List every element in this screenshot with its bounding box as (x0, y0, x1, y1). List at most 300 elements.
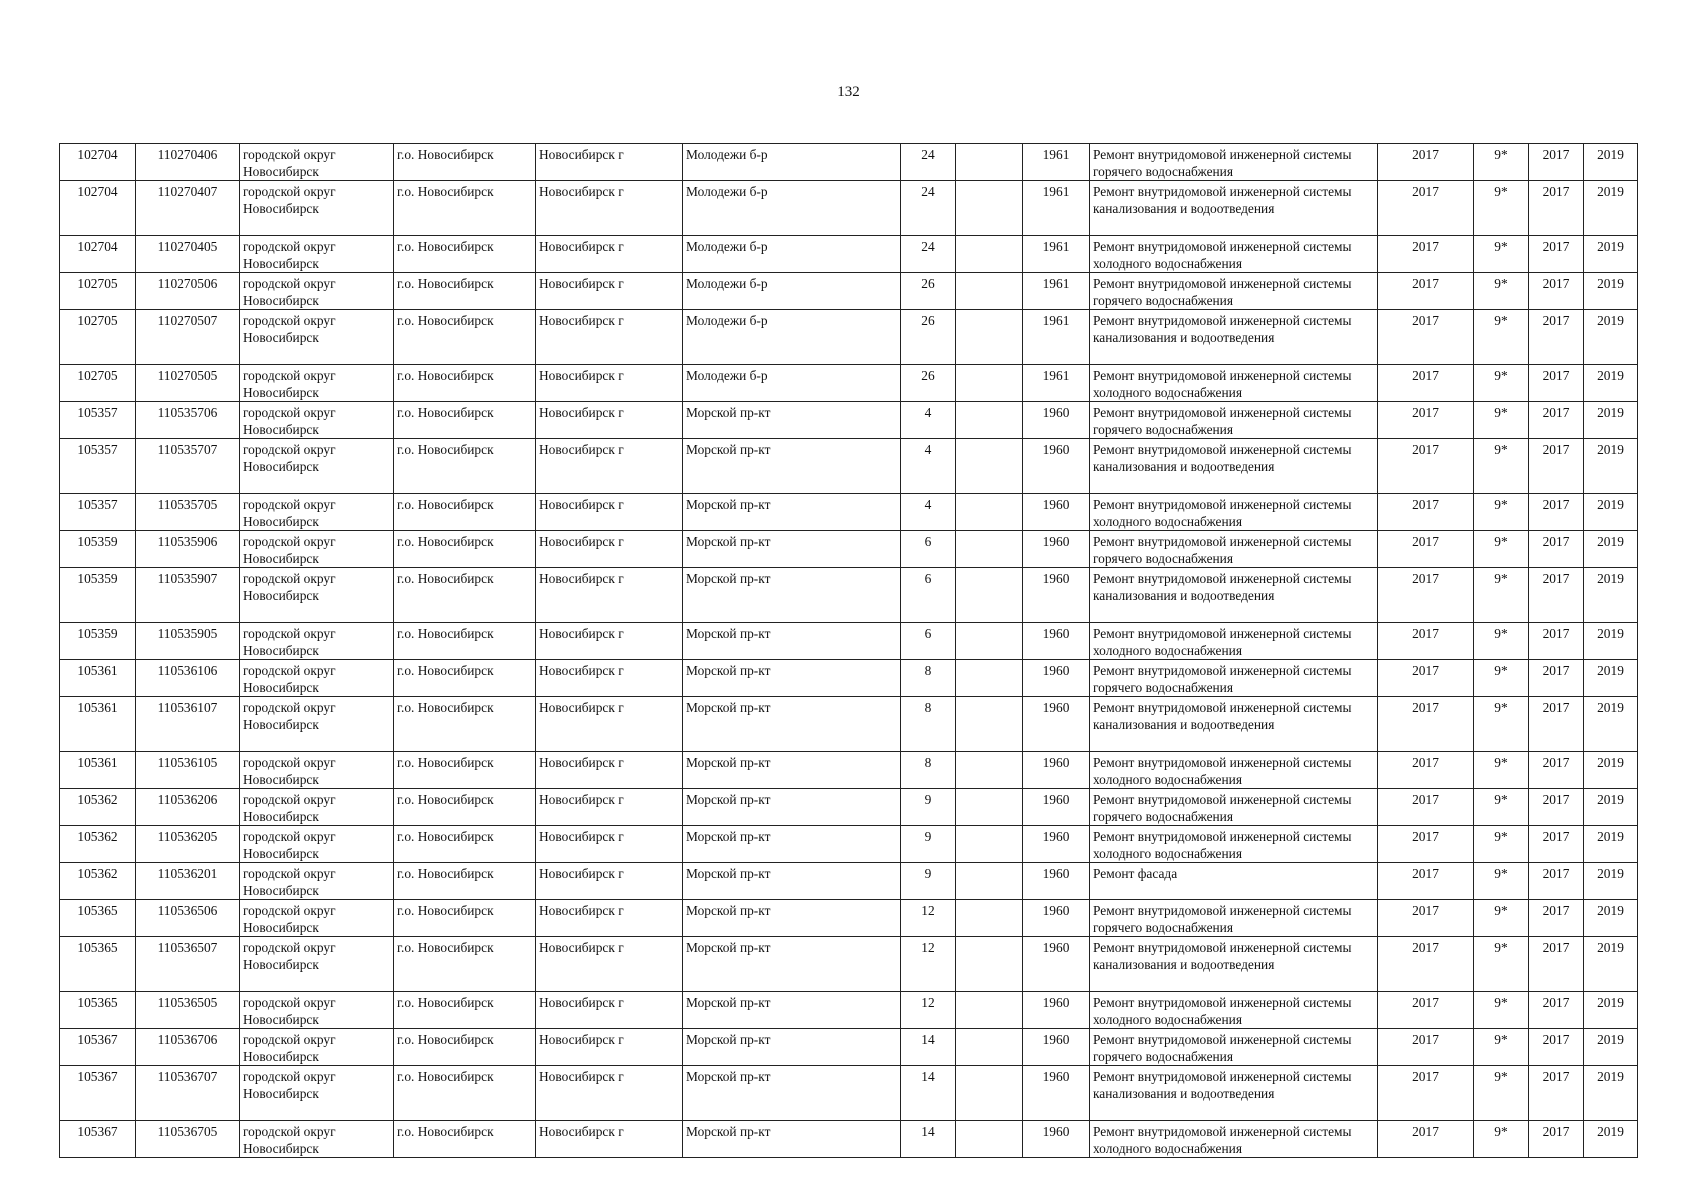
cell-district: г.о. Новосибирск (394, 623, 536, 660)
cell-work-type: Ремонт внутридомовой инженерной системы горячего водоснабжения (1090, 531, 1378, 568)
cell-floors: 9* (1474, 937, 1529, 992)
table-row (60, 273, 1638, 310)
cell-house-number: 8 (901, 660, 956, 697)
cell-house-number: 12 (901, 992, 956, 1029)
cell-floors: 9* (1474, 439, 1529, 494)
cell-house-id: 105362 (60, 789, 136, 826)
table-row (60, 660, 1638, 697)
cell-municipality: городской округ Новосибирск (240, 863, 394, 900)
cell-city: Новосибирск г (536, 365, 683, 402)
cell-district: г.о. Новосибирск (394, 531, 536, 568)
cell-start-year: 2017 (1529, 752, 1584, 789)
cell-street: Молодежи б-р (683, 273, 901, 310)
cell-build-year: 1960 (1023, 1066, 1090, 1121)
table-row (60, 863, 1638, 900)
cell-end-year: 2019 (1584, 992, 1638, 1029)
cell-work-type: Ремонт внутридомовой инженерной системы канализования и водоотведения (1090, 697, 1378, 752)
cell-start-year: 2017 (1529, 623, 1584, 660)
cell-district: г.о. Новосибирск (394, 697, 536, 752)
cell-plan-year: 2017 (1378, 144, 1474, 181)
cell-house-id: 105362 (60, 826, 136, 863)
cell-build-year: 1961 (1023, 181, 1090, 236)
cell-work-type: Ремонт внутридомовой инженерной системы холодного водоснабжения (1090, 992, 1378, 1029)
cell-floors: 9* (1474, 144, 1529, 181)
cell-end-year: 2019 (1584, 181, 1638, 236)
cell-plan-year: 2017 (1378, 623, 1474, 660)
cell-house-id: 102705 (60, 310, 136, 365)
cell-work-type: Ремонт внутридомовой инженерной системы холодного водоснабжения (1090, 1121, 1378, 1158)
table-row (60, 752, 1638, 789)
cell-district: г.о. Новосибирск (394, 1121, 536, 1158)
cell-street: Морской пр-кт (683, 439, 901, 494)
cell-house-id: 105357 (60, 439, 136, 494)
cell-street: Морской пр-кт (683, 1066, 901, 1121)
cell-end-year: 2019 (1584, 273, 1638, 310)
cell-house-id: 102704 (60, 181, 136, 236)
cell-district: г.о. Новосибирск (394, 789, 536, 826)
cell-city: Новосибирск г (536, 144, 683, 181)
cell-floors: 9* (1474, 365, 1529, 402)
cell-work-code: 110536705 (136, 1121, 240, 1158)
cell-end-year: 2019 (1584, 568, 1638, 623)
cell-city: Новосибирск г (536, 623, 683, 660)
cell-street: Молодежи б-р (683, 144, 901, 181)
cell-work-type: Ремонт внутридомовой инженерной системы горячего водоснабжения (1090, 1029, 1378, 1066)
table-row (60, 937, 1638, 992)
cell-house-id: 105362 (60, 863, 136, 900)
cell-house-id: 102704 (60, 144, 136, 181)
cell-build-year: 1961 (1023, 273, 1090, 310)
cell-work-type: Ремонт внутридомовой инженерной системы горячего водоснабжения (1090, 273, 1378, 310)
cell-end-year: 2019 (1584, 789, 1638, 826)
cell-house-id: 105359 (60, 623, 136, 660)
cell-end-year: 2019 (1584, 660, 1638, 697)
cell-city: Новосибирск г (536, 789, 683, 826)
cell-municipality: городской округ Новосибирск (240, 660, 394, 697)
cell-work-type: Ремонт внутридомовой инженерной системы горячего водоснабжения (1090, 402, 1378, 439)
cell-building (956, 937, 1023, 992)
cell-house-number: 9 (901, 826, 956, 863)
cell-building (956, 181, 1023, 236)
cell-house-id: 105361 (60, 697, 136, 752)
cell-start-year: 2017 (1529, 697, 1584, 752)
cell-house-id: 105361 (60, 752, 136, 789)
cell-work-type: Ремонт внутридомовой инженерной системы холодного водоснабжения (1090, 752, 1378, 789)
cell-plan-year: 2017 (1378, 236, 1474, 273)
cell-district: г.о. Новосибирск (394, 992, 536, 1029)
cell-end-year: 2019 (1584, 863, 1638, 900)
cell-plan-year: 2017 (1378, 1121, 1474, 1158)
cell-municipality: городской округ Новосибирск (240, 402, 394, 439)
cell-building (956, 900, 1023, 937)
cell-house-id: 105361 (60, 660, 136, 697)
cell-build-year: 1960 (1023, 623, 1090, 660)
cell-house-number: 6 (901, 531, 956, 568)
cell-work-type: Ремонт фасада (1090, 863, 1378, 900)
cell-plan-year: 2017 (1378, 494, 1474, 531)
cell-work-code: 110270407 (136, 181, 240, 236)
cell-plan-year: 2017 (1378, 181, 1474, 236)
cell-build-year: 1961 (1023, 144, 1090, 181)
cell-district: г.о. Новосибирск (394, 1029, 536, 1066)
cell-city: Новосибирск г (536, 697, 683, 752)
cell-house-number: 24 (901, 181, 956, 236)
cell-municipality: городской округ Новосибирск (240, 1066, 394, 1121)
cell-work-type: Ремонт внутридомовой инженерной системы горячего водоснабжения (1090, 144, 1378, 181)
cell-work-code: 110536205 (136, 826, 240, 863)
cell-city: Новосибирск г (536, 236, 683, 273)
table-row (60, 697, 1638, 752)
cell-work-code: 110270405 (136, 236, 240, 273)
cell-work-code: 110535905 (136, 623, 240, 660)
cell-street: Морской пр-кт (683, 531, 901, 568)
cell-street: Морской пр-кт (683, 494, 901, 531)
cell-floors: 9* (1474, 992, 1529, 1029)
cell-district: г.о. Новосибирск (394, 439, 536, 494)
cell-work-code: 110535907 (136, 568, 240, 623)
cell-house-number: 12 (901, 937, 956, 992)
cell-start-year: 2017 (1529, 365, 1584, 402)
cell-city: Новосибирск г (536, 531, 683, 568)
cell-city: Новосибирск г (536, 1066, 683, 1121)
cell-work-code: 110536201 (136, 863, 240, 900)
cell-end-year: 2019 (1584, 402, 1638, 439)
cell-street: Морской пр-кт (683, 937, 901, 992)
cell-build-year: 1960 (1023, 752, 1090, 789)
cell-plan-year: 2017 (1378, 439, 1474, 494)
cell-building (956, 789, 1023, 826)
cell-city: Новосибирск г (536, 937, 683, 992)
cell-district: г.о. Новосибирск (394, 494, 536, 531)
cell-city: Новосибирск г (536, 494, 683, 531)
cell-floors: 9* (1474, 900, 1529, 937)
cell-start-year: 2017 (1529, 1066, 1584, 1121)
cell-street: Морской пр-кт (683, 789, 901, 826)
cell-build-year: 1960 (1023, 660, 1090, 697)
cell-city: Новосибирск г (536, 826, 683, 863)
cell-work-code: 110536106 (136, 660, 240, 697)
cell-city: Новосибирск г (536, 310, 683, 365)
cell-start-year: 2017 (1529, 402, 1584, 439)
cell-floors: 9* (1474, 863, 1529, 900)
cell-floors: 9* (1474, 236, 1529, 273)
table-row (60, 1066, 1638, 1121)
cell-house-id: 102705 (60, 273, 136, 310)
cell-floors: 9* (1474, 402, 1529, 439)
repair-register-table (59, 143, 1638, 1158)
cell-start-year: 2017 (1529, 660, 1584, 697)
cell-end-year: 2019 (1584, 1121, 1638, 1158)
cell-municipality: городской округ Новосибирск (240, 236, 394, 273)
table-row (60, 900, 1638, 937)
cell-house-id: 105365 (60, 992, 136, 1029)
cell-municipality: городской округ Новосибирск (240, 273, 394, 310)
cell-street: Морской пр-кт (683, 697, 901, 752)
cell-municipality: городской округ Новосибирск (240, 144, 394, 181)
table-row (60, 310, 1638, 365)
cell-house-number: 6 (901, 568, 956, 623)
cell-city: Новосибирск г (536, 1029, 683, 1066)
cell-city: Новосибирск г (536, 752, 683, 789)
cell-building (956, 273, 1023, 310)
cell-end-year: 2019 (1584, 623, 1638, 660)
cell-municipality: городской округ Новосибирск (240, 439, 394, 494)
cell-house-number: 4 (901, 494, 956, 531)
cell-street: Морской пр-кт (683, 992, 901, 1029)
cell-plan-year: 2017 (1378, 826, 1474, 863)
cell-start-year: 2017 (1529, 1029, 1584, 1066)
cell-house-number: 24 (901, 144, 956, 181)
cell-house-number: 6 (901, 623, 956, 660)
cell-work-type: Ремонт внутридомовой инженерной системы холодного водоснабжения (1090, 365, 1378, 402)
cell-end-year: 2019 (1584, 144, 1638, 181)
cell-house-id: 105357 (60, 402, 136, 439)
cell-plan-year: 2017 (1378, 310, 1474, 365)
cell-end-year: 2019 (1584, 937, 1638, 992)
cell-house-id: 105357 (60, 494, 136, 531)
cell-floors: 9* (1474, 660, 1529, 697)
cell-building (956, 439, 1023, 494)
cell-municipality: городской округ Новосибирск (240, 310, 394, 365)
cell-start-year: 2017 (1529, 937, 1584, 992)
cell-floors: 9* (1474, 568, 1529, 623)
cell-municipality: городской округ Новосибирск (240, 697, 394, 752)
cell-street: Морской пр-кт (683, 826, 901, 863)
cell-start-year: 2017 (1529, 789, 1584, 826)
cell-work-code: 110536206 (136, 789, 240, 826)
cell-district: г.о. Новосибирск (394, 144, 536, 181)
cell-municipality: городской округ Новосибирск (240, 752, 394, 789)
cell-building (956, 402, 1023, 439)
cell-work-code: 110270505 (136, 365, 240, 402)
cell-end-year: 2019 (1584, 439, 1638, 494)
cell-floors: 9* (1474, 697, 1529, 752)
cell-house-number: 4 (901, 439, 956, 494)
cell-start-year: 2017 (1529, 900, 1584, 937)
cell-build-year: 1960 (1023, 439, 1090, 494)
cell-end-year: 2019 (1584, 310, 1638, 365)
cell-building (956, 992, 1023, 1029)
cell-municipality: городской округ Новосибирск (240, 826, 394, 863)
cell-floors: 9* (1474, 494, 1529, 531)
cell-building (956, 826, 1023, 863)
cell-start-year: 2017 (1529, 1121, 1584, 1158)
cell-plan-year: 2017 (1378, 789, 1474, 826)
cell-city: Новосибирск г (536, 660, 683, 697)
cell-work-type: Ремонт внутридомовой инженерной системы канализования и водоотведения (1090, 1066, 1378, 1121)
table-body (60, 144, 1638, 1158)
cell-municipality: городской округ Новосибирск (240, 937, 394, 992)
cell-street: Морской пр-кт (683, 402, 901, 439)
cell-work-code: 110536707 (136, 1066, 240, 1121)
cell-municipality: городской округ Новосибирск (240, 568, 394, 623)
cell-floors: 9* (1474, 1066, 1529, 1121)
cell-building (956, 1066, 1023, 1121)
table-row (60, 181, 1638, 236)
cell-work-type: Ремонт внутридомовой инженерной системы канализования и водоотведения (1090, 568, 1378, 623)
cell-work-type: Ремонт внутридомовой инженерной системы холодного водоснабжения (1090, 826, 1378, 863)
cell-district: г.о. Новосибирск (394, 365, 536, 402)
cell-city: Новосибирск г (536, 181, 683, 236)
cell-district: г.о. Новосибирск (394, 236, 536, 273)
cell-plan-year: 2017 (1378, 1066, 1474, 1121)
cell-plan-year: 2017 (1378, 660, 1474, 697)
cell-street: Морской пр-кт (683, 623, 901, 660)
cell-street: Морской пр-кт (683, 568, 901, 623)
cell-city: Новосибирск г (536, 863, 683, 900)
cell-end-year: 2019 (1584, 1066, 1638, 1121)
cell-work-type: Ремонт внутридомовой инженерной системы горячего водоснабжения (1090, 900, 1378, 937)
cell-plan-year: 2017 (1378, 402, 1474, 439)
cell-start-year: 2017 (1529, 181, 1584, 236)
cell-municipality: городской округ Новосибирск (240, 181, 394, 236)
table-row (60, 568, 1638, 623)
cell-build-year: 1960 (1023, 789, 1090, 826)
cell-floors: 9* (1474, 826, 1529, 863)
cell-build-year: 1961 (1023, 236, 1090, 273)
cell-build-year: 1961 (1023, 310, 1090, 365)
cell-start-year: 2017 (1529, 531, 1584, 568)
cell-street: Морской пр-кт (683, 900, 901, 937)
cell-street: Молодежи б-р (683, 365, 901, 402)
cell-municipality: городской округ Новосибирск (240, 365, 394, 402)
cell-street: Молодежи б-р (683, 236, 901, 273)
cell-house-id: 105367 (60, 1066, 136, 1121)
table-row (60, 365, 1638, 402)
cell-district: г.о. Новосибирск (394, 1066, 536, 1121)
table-row (60, 826, 1638, 863)
cell-building (956, 660, 1023, 697)
cell-work-code: 110535906 (136, 531, 240, 568)
cell-municipality: городской округ Новосибирск (240, 900, 394, 937)
cell-floors: 9* (1474, 623, 1529, 660)
cell-building (956, 697, 1023, 752)
cell-plan-year: 2017 (1378, 863, 1474, 900)
cell-work-type: Ремонт внутридомовой инженерной системы холодного водоснабжения (1090, 623, 1378, 660)
cell-city: Новосибирск г (536, 568, 683, 623)
cell-build-year: 1961 (1023, 365, 1090, 402)
table-row (60, 1121, 1638, 1158)
cell-work-code: 110270406 (136, 144, 240, 181)
cell-district: г.о. Новосибирск (394, 660, 536, 697)
table-row (60, 144, 1638, 181)
cell-end-year: 2019 (1584, 236, 1638, 273)
cell-building (956, 568, 1023, 623)
cell-build-year: 1960 (1023, 568, 1090, 623)
cell-district: г.о. Новосибирск (394, 752, 536, 789)
cell-work-code: 110536505 (136, 992, 240, 1029)
cell-end-year: 2019 (1584, 697, 1638, 752)
cell-district: г.о. Новосибирск (394, 310, 536, 365)
cell-build-year: 1960 (1023, 1029, 1090, 1066)
cell-building (956, 236, 1023, 273)
cell-house-number: 24 (901, 236, 956, 273)
cell-building (956, 365, 1023, 402)
cell-work-code: 110536107 (136, 697, 240, 752)
cell-work-type: Ремонт внутридомовой инженерной системы канализования и водоотведения (1090, 937, 1378, 992)
cell-plan-year: 2017 (1378, 900, 1474, 937)
cell-floors: 9* (1474, 752, 1529, 789)
cell-municipality: городской округ Новосибирск (240, 494, 394, 531)
cell-house-id: 105365 (60, 900, 136, 937)
cell-start-year: 2017 (1529, 494, 1584, 531)
cell-start-year: 2017 (1529, 236, 1584, 273)
cell-floors: 9* (1474, 310, 1529, 365)
cell-floors: 9* (1474, 531, 1529, 568)
cell-build-year: 1960 (1023, 937, 1090, 992)
cell-work-type: Ремонт внутридомовой инженерной системы горячего водоснабжения (1090, 789, 1378, 826)
cell-work-code: 110535707 (136, 439, 240, 494)
cell-building (956, 623, 1023, 660)
cell-plan-year: 2017 (1378, 365, 1474, 402)
cell-district: г.о. Новосибирск (394, 937, 536, 992)
cell-city: Новосибирск г (536, 1121, 683, 1158)
cell-district: г.о. Новосибирск (394, 568, 536, 623)
cell-end-year: 2019 (1584, 826, 1638, 863)
cell-municipality: городской округ Новосибирск (240, 1121, 394, 1158)
cell-house-id: 105367 (60, 1121, 136, 1158)
cell-house-id: 105365 (60, 937, 136, 992)
cell-house-number: 4 (901, 402, 956, 439)
table-row (60, 531, 1638, 568)
cell-house-id: 105359 (60, 568, 136, 623)
cell-house-number: 14 (901, 1121, 956, 1158)
cell-floors: 9* (1474, 1121, 1529, 1158)
cell-plan-year: 2017 (1378, 531, 1474, 568)
cell-building (956, 310, 1023, 365)
cell-house-number: 26 (901, 273, 956, 310)
cell-work-type: Ремонт внутридомовой инженерной системы холодного водоснабжения (1090, 236, 1378, 273)
cell-city: Новосибирск г (536, 992, 683, 1029)
cell-house-number: 14 (901, 1066, 956, 1121)
cell-floors: 9* (1474, 1029, 1529, 1066)
cell-building (956, 144, 1023, 181)
cell-municipality: городской округ Новосибирск (240, 789, 394, 826)
cell-build-year: 1960 (1023, 494, 1090, 531)
cell-end-year: 2019 (1584, 494, 1638, 531)
table-row (60, 623, 1638, 660)
cell-municipality: городской округ Новосибирск (240, 1029, 394, 1066)
cell-work-code: 110536507 (136, 937, 240, 992)
cell-plan-year: 2017 (1378, 937, 1474, 992)
cell-start-year: 2017 (1529, 863, 1584, 900)
cell-floors: 9* (1474, 273, 1529, 310)
cell-house-number: 9 (901, 863, 956, 900)
cell-end-year: 2019 (1584, 531, 1638, 568)
cell-floors: 9* (1474, 181, 1529, 236)
cell-plan-year: 2017 (1378, 697, 1474, 752)
cell-work-type: Ремонт внутридомовой инженерной системы канализования и водоотведения (1090, 310, 1378, 365)
cell-work-type: Ремонт внутридомовой инженерной системы канализования и водоотведения (1090, 439, 1378, 494)
table-row (60, 402, 1638, 439)
cell-municipality: городской округ Новосибирск (240, 992, 394, 1029)
cell-street: Морской пр-кт (683, 1029, 901, 1066)
cell-plan-year: 2017 (1378, 1029, 1474, 1066)
table-row (60, 236, 1638, 273)
cell-district: г.о. Новосибирск (394, 900, 536, 937)
cell-city: Новосибирск г (536, 402, 683, 439)
cell-building (956, 1121, 1023, 1158)
cell-house-number: 12 (901, 900, 956, 937)
cell-build-year: 1960 (1023, 863, 1090, 900)
cell-build-year: 1960 (1023, 900, 1090, 937)
cell-house-number: 9 (901, 789, 956, 826)
cell-start-year: 2017 (1529, 310, 1584, 365)
cell-municipality: городской округ Новосибирск (240, 623, 394, 660)
cell-work-code: 110536706 (136, 1029, 240, 1066)
cell-district: г.о. Новосибирск (394, 826, 536, 863)
cell-build-year: 1960 (1023, 992, 1090, 1029)
